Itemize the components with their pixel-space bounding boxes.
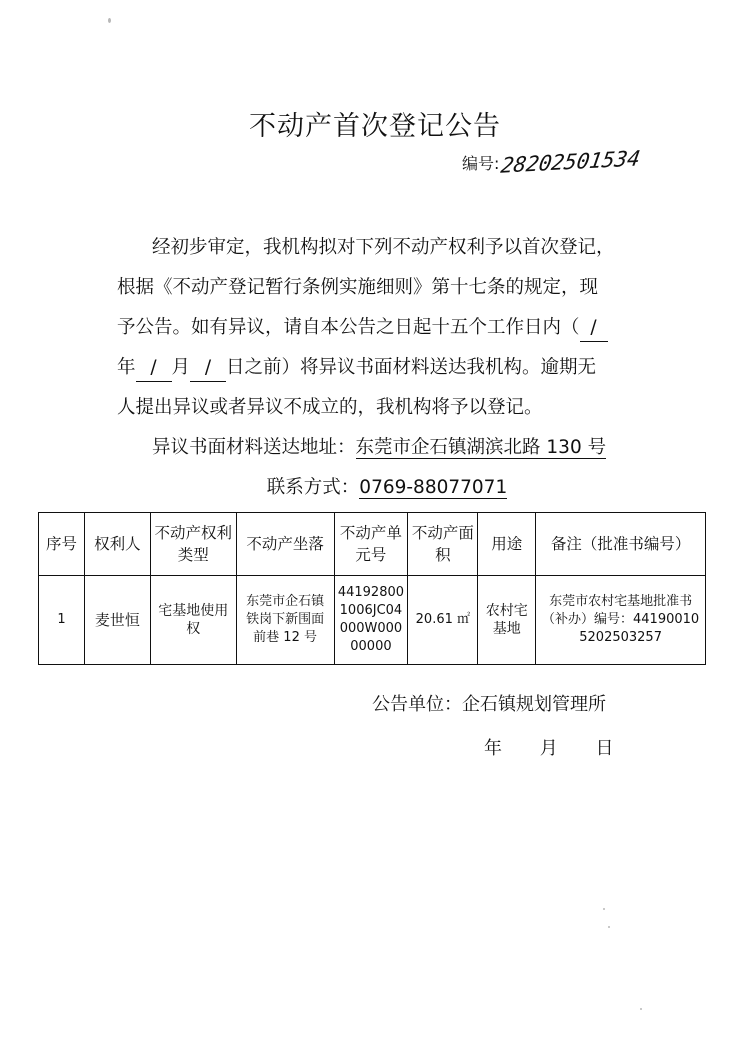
date-day: 日 bbox=[595, 738, 614, 759]
scan-speck bbox=[108, 18, 111, 23]
body-line-2: 根据《不动产登记暂行条例实施细则》第十七条的规定，现 bbox=[117, 277, 599, 298]
header-seq: 序号 bbox=[39, 513, 85, 576]
cell-usage: 农村宅基地 bbox=[478, 576, 536, 665]
cell-holder: 麦世恒 bbox=[84, 576, 150, 665]
document-number-label: 编号: bbox=[462, 154, 500, 173]
table-header-row bbox=[39, 513, 706, 576]
cell-seq: 1 bbox=[39, 576, 85, 665]
notice-body bbox=[117, 228, 657, 508]
notice-unit: 公告单位：企石镇规划管理所 bbox=[372, 694, 606, 715]
year-label: 年 bbox=[117, 357, 136, 378]
table-row bbox=[39, 576, 706, 665]
scan-speck bbox=[603, 908, 605, 910]
cell-unit-no: 441928001006JC04000W00000000 bbox=[334, 576, 408, 665]
body-line-4 bbox=[117, 348, 657, 388]
body-line-1: 经初步审定，我机构拟对下列不动产权利予以首次登记， bbox=[152, 237, 615, 258]
body-line-3 bbox=[117, 308, 657, 348]
cell-remark: 东莞市农村宅基地批准书（补办）编号：441900105202503257 bbox=[536, 576, 706, 665]
day-blank: / bbox=[190, 355, 226, 382]
body-line-4-text: 日之前）将异议书面材料送达我机构。逾期无 bbox=[226, 357, 597, 378]
address-line bbox=[117, 428, 657, 468]
date-month: 月 bbox=[539, 738, 558, 759]
header-unit-no: 不动产单元号 bbox=[334, 513, 408, 576]
header-area: 不动产面积 bbox=[408, 513, 478, 576]
deadline-blank: / bbox=[580, 315, 608, 342]
registration-table bbox=[38, 512, 706, 665]
document-number bbox=[462, 146, 643, 178]
month-label: 月 bbox=[171, 357, 191, 378]
scan-speck bbox=[608, 926, 610, 928]
contact-line bbox=[117, 468, 657, 508]
header-usage: 用途 bbox=[478, 513, 536, 576]
cell-location: 东莞市企石镇铁岗下新围面前巷 12 号 bbox=[236, 576, 334, 665]
header-holder: 权利人 bbox=[84, 513, 150, 576]
address-value: 东莞市企石镇湖滨北路 130 号 bbox=[355, 437, 607, 458]
contact-label: 联系方式： bbox=[266, 477, 360, 498]
body-line-5: 人提出异议或者异议不成立的，我机构将予以登记。 bbox=[117, 397, 543, 418]
cell-right-type: 宅基地使用权 bbox=[150, 576, 236, 665]
date-year: 年 bbox=[484, 738, 502, 759]
document-title: 不动产首次登记公告 bbox=[249, 111, 501, 142]
body-line-3-text: 予公告。如有异议，请自本公告之日起十五个工作日内（ bbox=[117, 317, 580, 338]
header-remark: 备注（批准书编号） bbox=[536, 513, 706, 576]
month-blank: / bbox=[136, 355, 172, 382]
header-location: 不动产坐落 bbox=[236, 513, 334, 576]
header-right-type: 不动产权利类型 bbox=[150, 513, 236, 576]
cell-area: 20.61 ㎡ bbox=[408, 576, 478, 665]
document-number-handwritten: 28202501534 bbox=[499, 146, 643, 178]
scan-speck bbox=[640, 1008, 642, 1010]
contact-value: 0769-88077071 bbox=[359, 477, 508, 498]
address-label: 异议书面材料送达地址： bbox=[152, 437, 356, 458]
notice-date bbox=[484, 734, 613, 760]
